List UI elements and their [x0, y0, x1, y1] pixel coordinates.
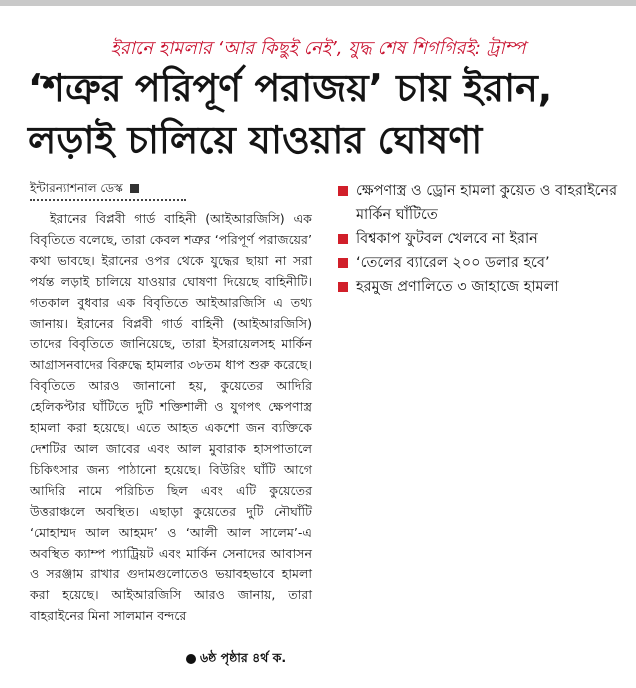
related-story[interactable]: [336, 179, 626, 227]
related-story[interactable]: [336, 227, 626, 251]
red-square-icon: [338, 186, 348, 196]
related-story-text: বিশ্বকাপ ফুটবল খেলবে না ইরান: [356, 231, 538, 247]
related-story-text: হরমুজ প্রণালিতে ৩ জাহাজে হামলা: [356, 279, 559, 295]
article-body: ইরানের বিপ্লবী গার্ড বাহিনী (আইআরজিসি) এক বিবৃতিতে বলেছে, তারা কেবল শত্রুর ‘পরিপূর্ণ পরাজয়ের’ কথা ভাবছে। ইরানের ওপর থেকে যুদ্ধের ছায়া না সরা পর্যন্ত লড়াই চালিয়ে যাওয়ার ঘোষণা দিয়েছে বাহিনীটি। গতকাল বুধবার এক বিবৃতিতে আইআরজিসি এ তথ্য জানায়। ইরানের বিপ্লবী গার্ড বাহিনী (আইআরজিসি) তাদের বিবৃতিতে জানিয়েছে, তারা ইসরায়েলসহ মার্কিন আগ্রাসনবাদের বিরুদ্ধে হামলার ৩৮তম ধাপ শুরু করেছে। বিবৃতিতে আরও জানানো হয়, কুয়েতের আদিরি হেলিকপ্টার ঘাঁটিতে দুটি শক্তিশালী ও যুগপৎ ক্ষেপণাস্ত্র হামলা করা হয়েছে। এতে আহত একশো জন ব্যক্তিকে দেশটির আল জাবের এবং আল মুবারাক হাসপাতালে চিকিৎসার জন্য পাঠানো হয়েছে। বিউরিং ঘাঁটি আগে আদিরি নামে পরিচিত ছিল এবং এটি কুয়েতের উত্তরাঞ্চলে অবস্থিত। এছাড়া কুয়েতের দুটি নৌঘাঁটি ‘মোহাম্মদ আল আহমদ’ ও ‘আলী আল সালেম’-এ অবস্থিত ক্যাম্প প্যাট্রিয়ট এবং মার্কিন সেনাদের আবাসন ও সরঞ্জাম রাখার গুদামগুলোতেও ভয়াবহভাবে হামলা করা হয়েছে। আইআরজিসি আরও জানায়, তারা বাহরাইনের মিনা সালমান বন্দরে: [30, 211, 312, 624]
continued-note: [186, 650, 286, 670]
square-icon: [130, 184, 139, 193]
byline: [30, 180, 139, 200]
related-story-text: ‘তেলের ব্যারেল ২০০ ডলার হবে’: [356, 255, 550, 271]
red-square-icon: [338, 234, 348, 244]
related-story[interactable]: [336, 275, 626, 299]
red-square-icon: [338, 258, 348, 268]
kicker-line: ইরানে হামলার ‘আর কিছুই নেই’, যুদ্ধ শেষ শিগগিরই: ট্রাম্প: [110, 38, 526, 59]
top-border: [0, 0, 636, 6]
headline: [28, 62, 618, 166]
continued-text: ৬ষ্ঠ পৃষ্ঠার ৪র্থ ক.: [200, 650, 287, 665]
byline-text: ইন্টারন্যাশনাল ডেস্ক: [30, 181, 123, 195]
red-square-icon: [338, 282, 348, 292]
related-story[interactable]: [336, 251, 626, 275]
related-story-text: ক্ষেপণাস্ত্র ও ড্রোন হামলা কুয়েত ও বাহরাইনের মার্কিন ঘাঁটিতে: [356, 183, 618, 223]
bullet-dot-icon: [186, 654, 196, 664]
headline-line-1: ‘শত্রুর পরিপূর্ণ পরাজয়’ চায় ইরান,: [28, 66, 553, 110]
headline-line-2: লড়াই চালিয়ে যাওয়ার ঘোষণা: [28, 118, 483, 162]
related-stories-list: [336, 179, 626, 299]
dotted-divider: [30, 199, 186, 201]
